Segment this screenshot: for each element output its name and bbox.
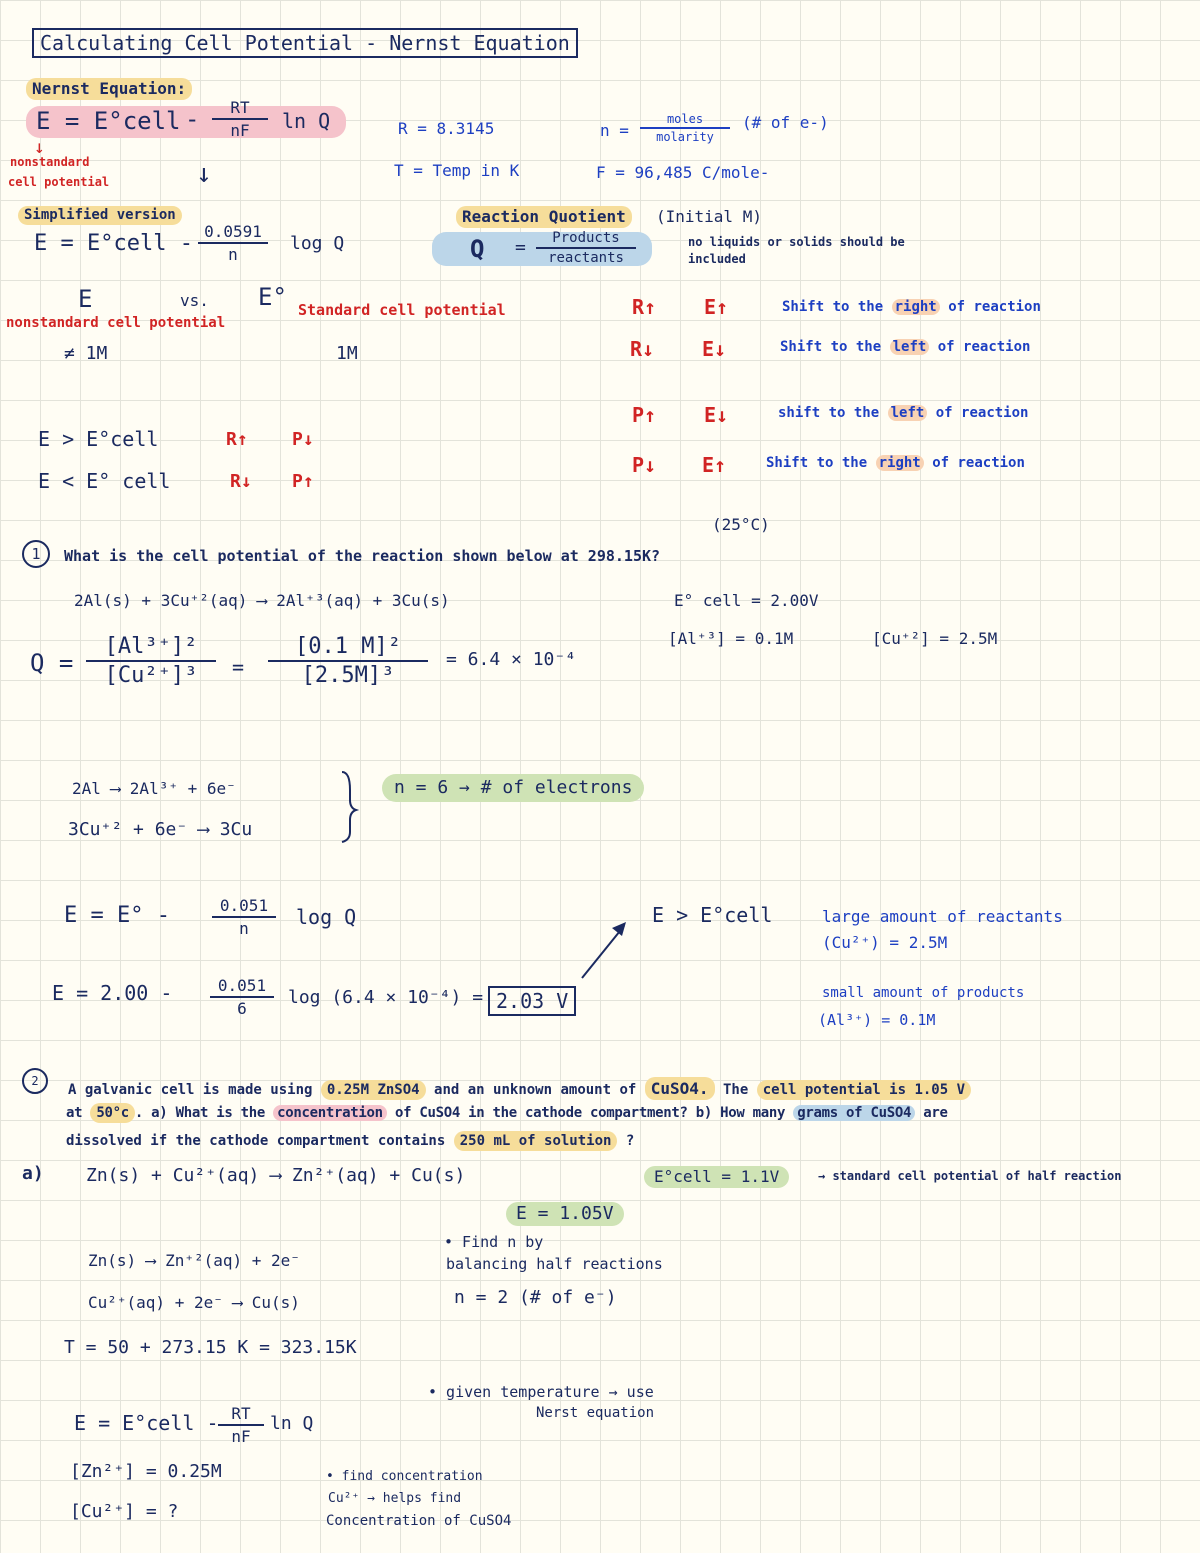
pointer-arrow-line (582, 926, 624, 978)
compare-row-2: E < E° cell (38, 469, 171, 493)
nernst-minus: - (185, 105, 200, 133)
nonstandard-label-1: nonstandard (10, 155, 90, 169)
p2-find-c-1: • find concentration (326, 1469, 483, 1484)
q-note-2: included (688, 252, 746, 266)
p1-ecell: E° cell = 2.00V (674, 591, 819, 610)
p2-zn-conc: [Zn²⁺] = 0.25M (70, 1461, 222, 1482)
p2-find-n-2: balancing half reactions (446, 1255, 663, 1273)
p1-eq1-tail: log Q (296, 905, 357, 929)
shift-2-b: E↓ (702, 337, 727, 361)
p2-line-3: dissolved if the cathode compartment contains 250 mL of solution ? (66, 1133, 635, 1149)
p1-temp-c: (25°C) (712, 515, 770, 534)
shift-2-a: R↓ (630, 337, 655, 361)
p2-given-t-1: • given temperature → use (428, 1383, 654, 1401)
nernst-tail: ln Q (282, 109, 331, 133)
p1-eq2-den: 6 (237, 999, 247, 1018)
q-note-1: no liquids or solids should be (688, 235, 905, 249)
p1-eq1-lhs: E = E° - (64, 903, 170, 928)
p2-line-2: at 50°c . a) What is the concentration of CuSO4 in the cathode compartment? b) How many grams of CuSO4 are (66, 1105, 948, 1121)
nonstandard-cell-label: nonstandard cell potential (6, 315, 226, 331)
vs-label: vs. (180, 291, 209, 310)
page-title: Calculating Cell Potential - Nernst Equation (32, 28, 578, 58)
p1-eq1-den: n (239, 919, 249, 938)
p2-line-1: A galvanic cell is made using 0.25M ZnSO4 and an unknown amount of CuSO4. The cell potential is 1.05 V (68, 1080, 971, 1098)
simplified-denominator: n (228, 245, 238, 264)
p2-cu-conc: [Cu²⁺] = ? (70, 1501, 179, 1522)
e-nonstandard: E (78, 285, 93, 313)
p1-number: 1 (22, 540, 50, 568)
f-constant: F = 96,485 C/mole- (596, 163, 770, 182)
p2-part-a: a) (22, 1163, 44, 1184)
p1-q-lhs: Q = (30, 649, 74, 677)
n-note: (# of e-) (742, 113, 829, 132)
p2-ecell-note: → standard cell potential of half reaction (818, 1169, 1122, 1183)
nernst-lhs: E = E°cell (36, 107, 181, 135)
p1-reaction: 2Al(s) + 3Cu⁺²(aq) ⟶ 2Al⁺³(aq) + 3Cu(s) (74, 591, 450, 610)
n-numerator: moles (666, 112, 704, 126)
p1-q-num-2: [0.1 M]² (295, 634, 401, 659)
p2-nernst-tail: ln Q (270, 1413, 314, 1434)
p2-find-c-3: Concentration of CuSO4 (326, 1513, 512, 1529)
shift-3-b: E↓ (704, 403, 729, 427)
q-equals: = (515, 237, 526, 258)
compare-row-1-p: P↓ (292, 429, 314, 450)
p1-q-equals: = (232, 655, 245, 679)
shift-2-text: Shift to the left of reaction (780, 339, 1031, 355)
p2-e-given: E = 1.05V (506, 1202, 624, 1226)
p1-q-den-2: [2.5M]³ (301, 663, 395, 688)
shift-1-a: R↑ (632, 295, 657, 319)
p2-nernst-den: nF (231, 1427, 251, 1446)
shift-4-a: P↓ (632, 453, 657, 477)
p1-eq2-tail: log (6.4 × 10⁻⁴) = (288, 987, 484, 1008)
shift-4-b: E↑ (702, 453, 727, 477)
p1-concl-4: (Al³⁺) = 0.1M (818, 1011, 936, 1029)
simplified-tail: log Q (290, 233, 345, 254)
simplified-heading: Simplified version (18, 206, 182, 225)
nonstandard-label-2: cell potential (8, 175, 110, 189)
p2-find-n-1: • Find n by (444, 1233, 544, 1251)
n-denominator: molarity (656, 130, 714, 144)
p1-q-result: = 6.4 × 10⁻⁴ (446, 649, 577, 670)
p1-half-1: 2Al ⟶ 2Al³⁺ + 6e⁻ (72, 779, 236, 798)
p2-nernst-lhs: E = E°cell - (74, 1411, 219, 1435)
compare-row-1: E > E°cell (38, 427, 159, 451)
nernst-numerator: RT (230, 98, 250, 117)
p2-n-result: n = 2 (# of e⁻) (454, 1287, 617, 1308)
p2-reaction: Zn(s) + Cu²⁺(aq) ⟶ Zn²⁺(aq) + Cu(s) (86, 1165, 466, 1186)
p2-temp: T = 50 + 273.15 K = 323.15K (64, 1337, 357, 1358)
compare-row-1-r: R↑ (226, 429, 248, 450)
n-lhs: n = (600, 121, 629, 140)
r-constant: R = 8.3145 (398, 119, 495, 138)
p1-al-conc: [Al⁺³] = 0.1M (668, 629, 794, 648)
not-1m: ≠ 1M (64, 343, 108, 364)
q-numerator: Products (552, 230, 620, 246)
shift-1-b: E↑ (704, 295, 729, 319)
p2-number: 2 (22, 1068, 48, 1094)
q-symbol: Q (470, 235, 485, 263)
brace-shape (342, 772, 356, 842)
nernst-heading: Nernst Equation: (26, 78, 192, 100)
p2-half-2: Cu²⁺(aq) + 2e⁻ ⟶ Cu(s) (88, 1293, 300, 1312)
simplified-numerator: 0.0591 (204, 222, 262, 241)
t-constant: T = Temp in K (394, 161, 520, 180)
e-standard: E° (258, 283, 287, 311)
p1-cu-conc: [Cu⁺²] = 2.5M (872, 629, 998, 648)
p1-half-2: 3Cu⁺² + 6e⁻ ⟶ 3Cu (68, 819, 253, 840)
standard-cell-label: Standard cell potential (298, 301, 506, 319)
p2-half-1: Zn(s) ⟶ Zn⁺²(aq) + 2e⁻ (88, 1251, 300, 1270)
p1-question: What is the cell potential of the reaction shown below at 298.15K? (64, 547, 661, 565)
p1-n-note: n = 6 → # of electrons (382, 774, 644, 802)
p1-concl-1: large amount of reactants (822, 907, 1063, 926)
rq-initial: (Initial M) (656, 207, 762, 226)
p2-find-c-2: Cu²⁺ → helps find (328, 1491, 462, 1506)
compare-row-2-r: R↓ (230, 471, 252, 492)
shift-3-a: P↑ (632, 403, 657, 427)
pointer-arrow-head (612, 922, 626, 936)
is-1m: 1M (336, 343, 358, 364)
p1-eq2-num: 0.051 (217, 976, 267, 995)
simplified-lhs: E = E°cell - (34, 231, 193, 256)
big-down-arrow-icon: ↓ (196, 159, 212, 189)
q-denominator: reactants (548, 250, 624, 266)
nernst-denominator: nF (230, 121, 250, 140)
compare-row-2-p: P↑ (292, 471, 314, 492)
shift-3-text: shift to the left of reaction (778, 405, 1029, 421)
shift-1-text: Shift to the right of reaction (782, 299, 1041, 315)
p1-eq1-num: 0.051 (219, 896, 269, 915)
p2-given-t-2: Nerst equation (536, 1405, 655, 1421)
p2-nernst-num: RT (231, 1404, 251, 1423)
p1-concl-3: small amount of products (822, 985, 1025, 1001)
rq-heading: Reaction Quotient (456, 206, 632, 228)
p1-concl-2: (Cu²⁺) = 2.5M (822, 933, 948, 952)
p1-q-den-1: [Cu²⁺]³ (104, 663, 198, 688)
p1-q-num-1: [Al³⁺]² (104, 634, 198, 659)
p1-conclusion-lhs: E > E°cell (652, 903, 773, 927)
p1-answer: 2.03 V (488, 986, 576, 1016)
p2-ecell: E°cell = 1.1V (644, 1166, 789, 1188)
down-arrow-icon: ↓ (34, 137, 45, 158)
p1-eq2-lhs: E = 2.00 - (52, 981, 173, 1005)
shift-4-text: Shift to the right of reaction (766, 455, 1025, 471)
